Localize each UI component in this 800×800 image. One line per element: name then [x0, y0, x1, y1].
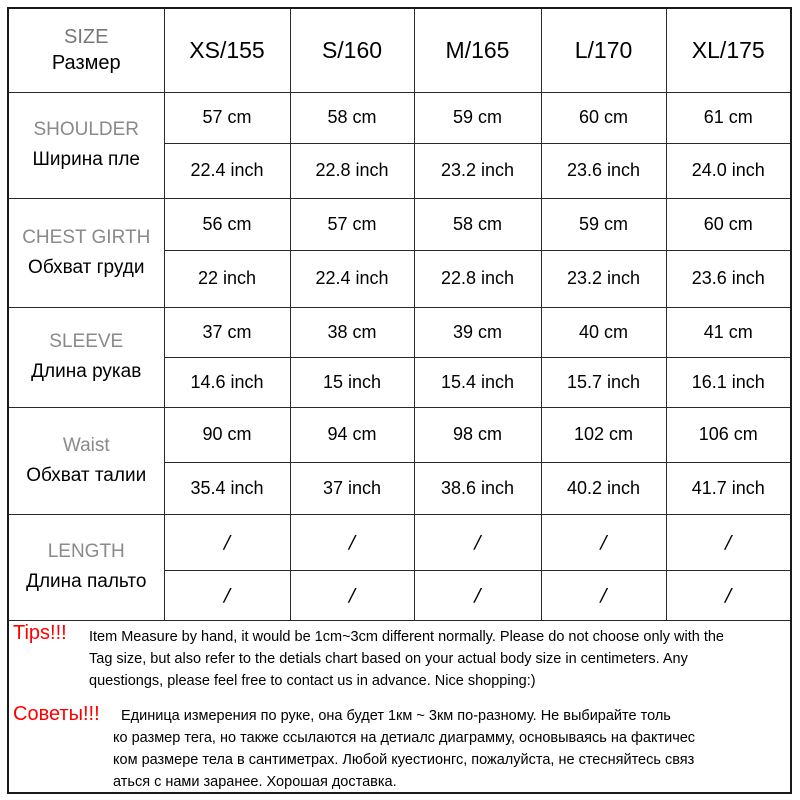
- size-label-ru: Размер: [51, 52, 121, 75]
- size-column-s: S/160: [290, 9, 414, 92]
- tips-text-line: Единица измерения по руке, она будет 1км ~ 3км по-разному. Не выбирайте толь: [121, 708, 671, 724]
- inch-value: 16.1 inch: [666, 357, 790, 407]
- cm-value: 59 cm: [414, 92, 541, 143]
- tips-label-en: Tips!!!: [13, 622, 67, 644]
- cm-value: 39 cm: [414, 307, 541, 357]
- inch-value: 23.6 inch: [541, 143, 666, 198]
- cm-value: 102 cm: [541, 407, 666, 462]
- measure-label-en: CHEST GIRTH: [22, 226, 151, 248]
- cm-value: 106 cm: [666, 407, 790, 462]
- size-label-en: SIZE: [64, 26, 109, 49]
- tips-label-ru: Советы!!!: [13, 703, 100, 725]
- inch-value: 14.6 inch: [164, 357, 290, 407]
- inch-value: 23.2 inch: [414, 143, 541, 198]
- inch-value: 15.7 inch: [541, 357, 666, 407]
- tips-text-line: Tag size, but also refer to the detials chart based on your actual body size in centimeters. Any: [89, 651, 688, 667]
- cm-value: /: [541, 514, 666, 570]
- cm-value: 38 cm: [290, 307, 414, 357]
- measure-label-ru: Обхват талии: [26, 464, 147, 486]
- cm-value: 57 cm: [164, 92, 290, 143]
- inch-value: 15.4 inch: [414, 357, 541, 407]
- cm-value: 58 cm: [414, 198, 541, 250]
- tips-russian: [13, 705, 788, 793]
- inch-value: 22 inch: [164, 250, 290, 307]
- inch-value: /: [541, 570, 666, 620]
- tips-text-line: questiongs, please feel free to contact us in advance. Nice shopping:): [89, 673, 536, 689]
- table-row: [9, 407, 790, 462]
- row-label-length: [9, 514, 164, 620]
- inch-value: 22.8 inch: [290, 143, 414, 198]
- size-chart: [7, 7, 792, 794]
- inch-value: /: [414, 570, 541, 620]
- inch-value: 23.2 inch: [541, 250, 666, 307]
- measure-label-en: LENGTH: [47, 541, 125, 562]
- tips-text-line: Item Measure by hand, it would be 1cm~3cm different normally. Please do not choose only with the: [89, 629, 724, 645]
- inch-value: /: [164, 570, 290, 620]
- cm-value: 90 cm: [164, 407, 290, 462]
- table-row: [9, 514, 790, 570]
- measure-label-en: SHOULDER: [33, 119, 140, 140]
- tips-english: [13, 622, 788, 692]
- inch-value: 22.4 inch: [164, 143, 290, 198]
- row-label-chest-girth: [9, 198, 164, 307]
- size-table: [9, 9, 790, 621]
- cm-value: 41 cm: [666, 307, 790, 357]
- cm-value: /: [290, 514, 414, 570]
- cm-value: 57 cm: [290, 198, 414, 250]
- row-label-sleeve: [9, 307, 164, 407]
- measure-label-ru: Обхват груди: [28, 256, 145, 278]
- size-column-m: M/165: [414, 9, 541, 92]
- header-row: [9, 9, 790, 92]
- inch-value: 22.8 inch: [414, 250, 541, 307]
- inch-value: /: [290, 570, 414, 620]
- cm-value: 40 cm: [541, 307, 666, 357]
- measure-label-en: SLEEVE: [49, 331, 124, 352]
- cm-value: 60 cm: [541, 92, 666, 143]
- tips-text-line: аться с нами заранее. Хорошая доставка.: [113, 774, 397, 790]
- tips-text-line: ком размере тела в сантиметрах. Любой куестионгс, пожалуйста, не стесняйтесь связ: [113, 752, 695, 768]
- cm-value: /: [666, 514, 790, 570]
- measure-label-en: Waist: [62, 434, 110, 456]
- size-header-cell: [9, 9, 164, 92]
- cm-value: 61 cm: [666, 92, 790, 143]
- inch-value: 35.4 inch: [164, 462, 290, 514]
- inch-value: 38.6 inch: [414, 462, 541, 514]
- cm-value: 56 cm: [164, 198, 290, 250]
- cm-value: 37 cm: [164, 307, 290, 357]
- size-column-xl: XL/175: [666, 9, 790, 92]
- cm-value: 58 cm: [290, 92, 414, 143]
- inch-value: 24.0 inch: [666, 143, 790, 198]
- inch-value: 41.7 inch: [666, 462, 790, 514]
- table-row: [9, 307, 790, 357]
- inch-value: 37 inch: [290, 462, 414, 514]
- row-label-waist: [9, 407, 164, 514]
- measure-label-ru: Длина рукав: [31, 361, 142, 382]
- cm-value: /: [414, 514, 541, 570]
- cm-value: 94 cm: [290, 407, 414, 462]
- inch-value: 40.2 inch: [541, 462, 666, 514]
- inch-value: 15 inch: [290, 357, 414, 407]
- cm-value: 98 cm: [414, 407, 541, 462]
- inch-value: 23.6 inch: [666, 250, 790, 307]
- measure-label-ru: Длина пальто: [26, 571, 147, 592]
- table-row: [9, 92, 790, 143]
- cm-value: /: [164, 514, 290, 570]
- tips-section: [13, 622, 788, 793]
- tips-text-line: ко размер тега, но также ссылаются на детиалс диаграмму, основываясь на фактичес: [113, 730, 696, 746]
- table-row: [9, 198, 790, 250]
- inch-value: /: [666, 570, 790, 620]
- inch-value: 22.4 inch: [290, 250, 414, 307]
- cm-value: 59 cm: [541, 198, 666, 250]
- row-label-shoulder: [9, 92, 164, 198]
- size-column-xs: XS/155: [164, 9, 290, 92]
- size-column-l: L/170: [541, 9, 666, 92]
- cm-value: 60 cm: [666, 198, 790, 250]
- measure-label-ru: Ширина пле: [32, 149, 140, 170]
